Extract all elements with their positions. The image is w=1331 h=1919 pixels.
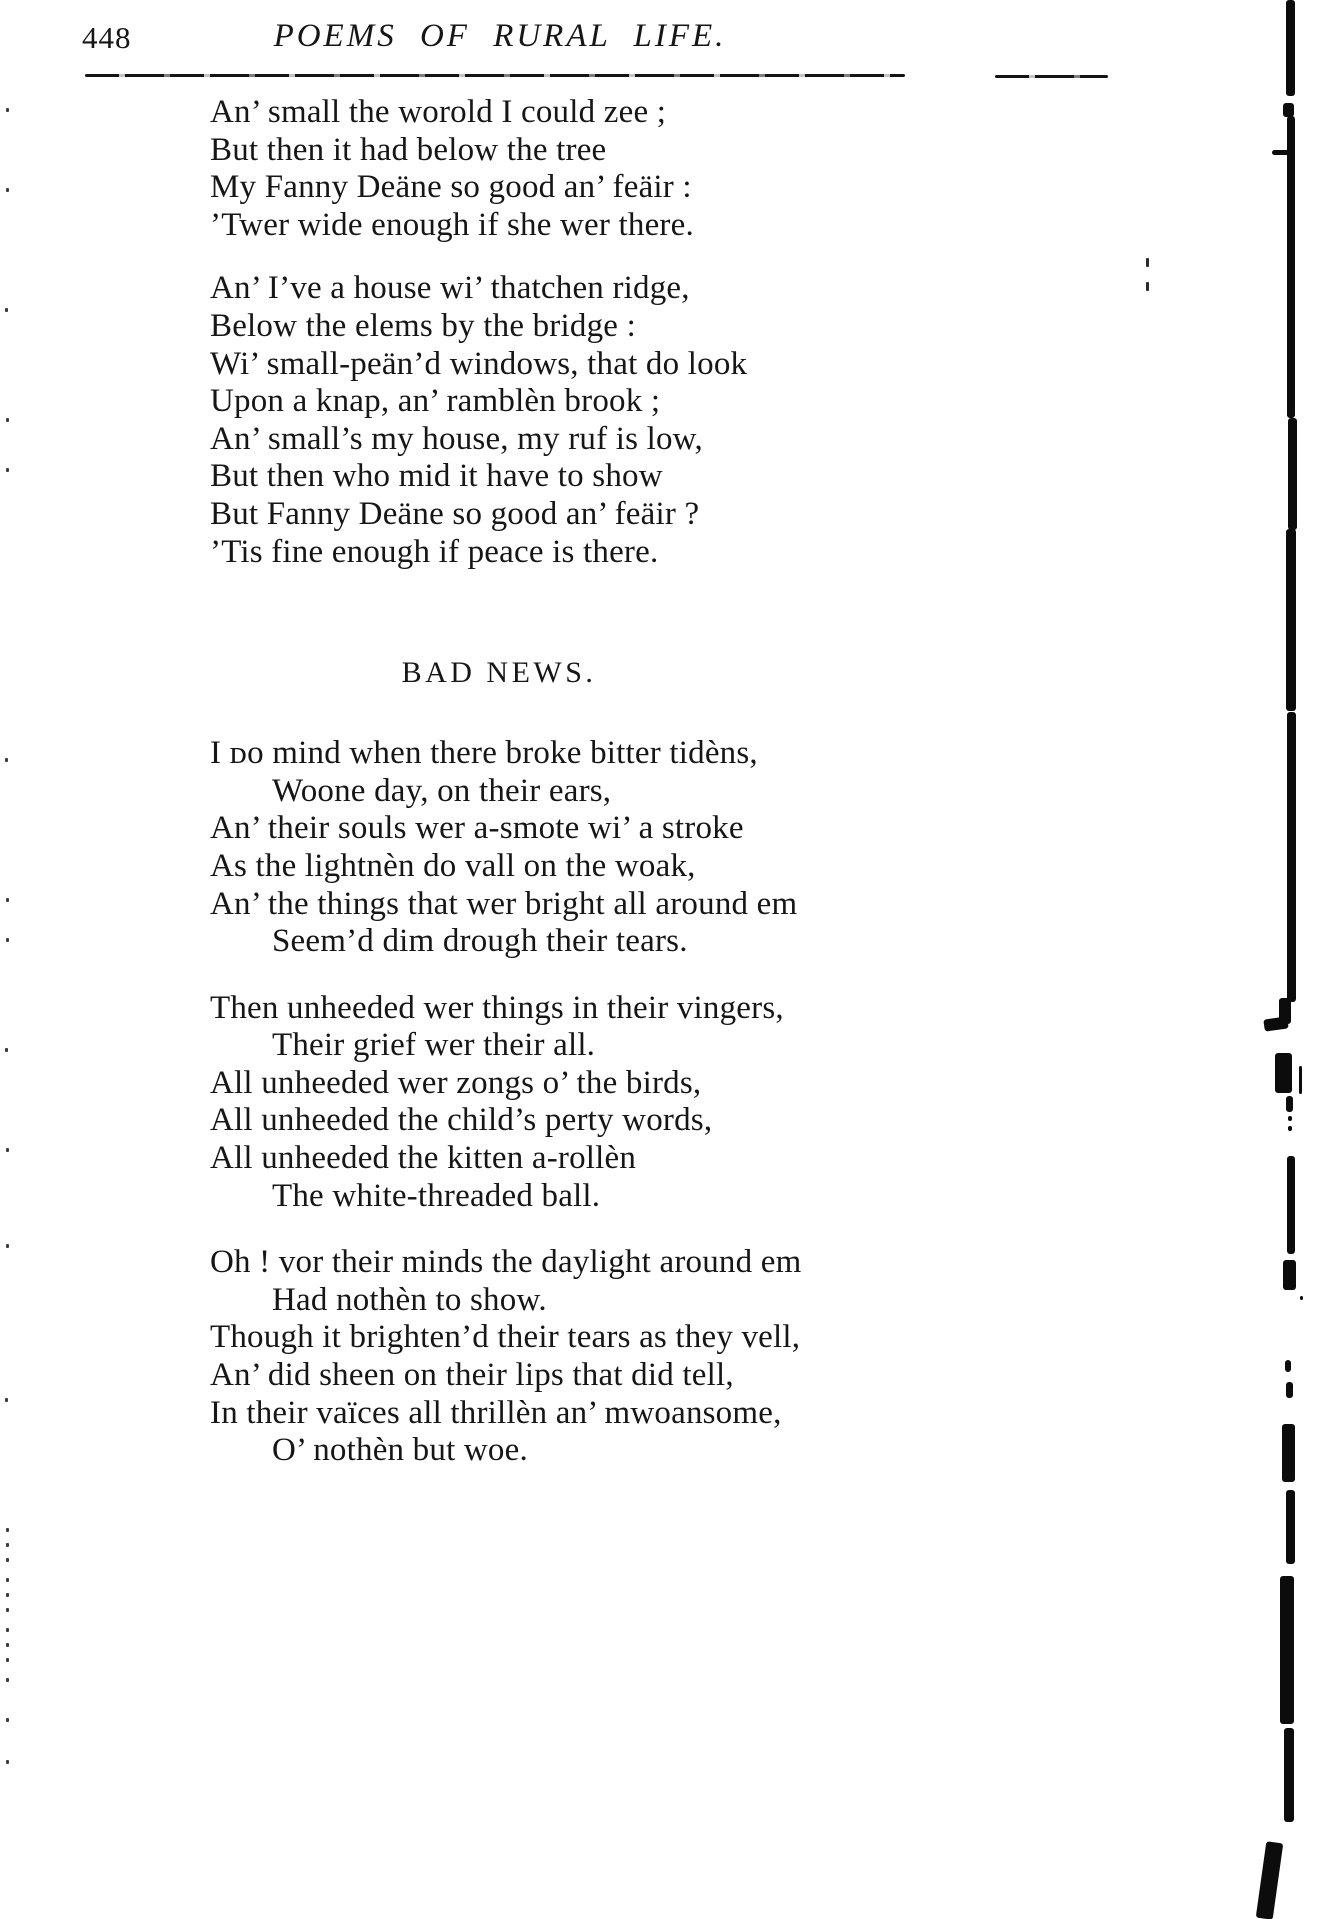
binding-shadow-segment bbox=[1287, 712, 1296, 1002]
binding-shadow-segment bbox=[1283, 1260, 1296, 1290]
poem-line: But then it had below the tree bbox=[210, 131, 607, 168]
binding-shadow-segment bbox=[1280, 1576, 1294, 1724]
margin-speck bbox=[6, 1578, 9, 1582]
margin-speck bbox=[6, 1543, 9, 1547]
margin-speck bbox=[5, 758, 8, 762]
poem-line: Though it brighten’d their tears as they vell, bbox=[210, 1319, 801, 1356]
binding-shadow-segment bbox=[1286, 529, 1296, 711]
poem-continuation bbox=[210, 94, 1070, 571]
poem-text-block bbox=[210, 94, 1070, 1499]
margin-speck bbox=[6, 1658, 9, 1662]
binding-shadow-segment bbox=[1275, 1053, 1292, 1093]
binding-shadow-segment bbox=[1300, 1296, 1303, 1300]
margin-speck bbox=[6, 1593, 9, 1597]
margin-speck bbox=[6, 1244, 9, 1248]
poem-title: BAD NEWS. bbox=[401, 656, 597, 690]
binding-shadow-segment bbox=[1299, 1066, 1302, 1094]
poem-line: An’ their souls wer a-smote wi’ a stroke bbox=[210, 810, 744, 847]
poem-line: An’ small’s my house, my ruf is low, bbox=[210, 420, 703, 457]
binding-shadow-segment bbox=[1288, 1116, 1292, 1121]
poem-line: My Fanny Deäne so good an’ feäir : bbox=[210, 169, 692, 206]
poem-line: Their grief wer their all. bbox=[272, 1027, 596, 1064]
margin-speck bbox=[5, 1048, 8, 1052]
margin-speck bbox=[6, 1528, 9, 1532]
margin-speck bbox=[6, 898, 9, 902]
poem-line: Wi’ small-peän’d windows, that do look bbox=[210, 345, 748, 382]
margin-speck bbox=[6, 468, 9, 472]
poem-line: Oh ! vor their minds the daylight around em bbox=[210, 1244, 802, 1281]
margin-speck bbox=[6, 1608, 9, 1612]
poem-line: All unheeded the child’s perty words, bbox=[210, 1102, 713, 1139]
poem-line: All unheeded the kitten a-rollèn bbox=[210, 1140, 637, 1177]
binding-shadow-segment bbox=[1286, 1490, 1295, 1564]
page-number: 448 bbox=[82, 20, 132, 55]
margin-speck bbox=[6, 1718, 9, 1722]
binding-shadow-segment bbox=[1282, 1424, 1295, 1482]
poem-line: An’ the things that wer bright all around em bbox=[210, 885, 798, 922]
stanza bbox=[210, 1244, 1070, 1470]
margin-speck bbox=[6, 1558, 9, 1562]
stanza bbox=[210, 94, 1070, 244]
margin-speck bbox=[6, 418, 9, 422]
poem-line: Upon a knap, an’ ramblèn brook ; bbox=[210, 383, 661, 420]
poem-line: An’ small the worold I could zee ; bbox=[210, 94, 667, 130]
poem-line: Seem’d dim drough their tears. bbox=[272, 923, 688, 960]
stanza bbox=[210, 735, 1070, 961]
binding-shadow-segment bbox=[1287, 1156, 1295, 1254]
binding-shadow-segment bbox=[1285, 1360, 1291, 1372]
binding-shadow-segment bbox=[1272, 150, 1289, 155]
poem-line: ’Tis fine enough if peace is there. bbox=[210, 533, 659, 570]
poem-line: An’ I’ve a house wi’ thatchen ridge, bbox=[210, 270, 690, 307]
poem-line: Woone day, on their ears, bbox=[272, 772, 612, 809]
binding-shadow-segment bbox=[1284, 1728, 1294, 1822]
binding-shadow-segment bbox=[1256, 1841, 1284, 1919]
poem-line: ’Twer wide enough if she wer there. bbox=[210, 206, 694, 243]
binding-shadow-segment bbox=[1288, 1126, 1292, 1131]
poem-line: In their vaïces all thrillèn an’ mwoansome, bbox=[210, 1394, 782, 1431]
margin-speck bbox=[6, 188, 9, 192]
poem-line: But Fanny Deäne so good an’ feäir ? bbox=[210, 495, 700, 532]
margin-speck bbox=[5, 1398, 8, 1402]
poem-line: The white-threaded ball. bbox=[272, 1177, 601, 1214]
margin-mark bbox=[1146, 282, 1149, 291]
margin-speck bbox=[6, 1148, 9, 1152]
margin-mark bbox=[1146, 258, 1149, 267]
poem-line: Had nothèn to show. bbox=[272, 1281, 547, 1318]
poem-line: Below the elems by the bridge : bbox=[210, 307, 636, 344]
poem-line: O’ nothèn but woe. bbox=[272, 1432, 528, 1469]
margin-speck bbox=[6, 1643, 9, 1647]
running-title: POEMS OF RURAL LIFE. bbox=[273, 18, 727, 54]
poem-line: An’ did sheen on their lips that did tell, bbox=[210, 1357, 734, 1394]
binding-shadow-segment bbox=[1287, 116, 1295, 418]
margin-speck bbox=[6, 938, 9, 942]
poem-bad-news bbox=[210, 735, 1070, 1470]
poem-line: As the lightnèn do vall on the woak, bbox=[210, 847, 696, 884]
poem-line: But then who mid it have to show bbox=[210, 458, 663, 495]
header-rule bbox=[85, 74, 905, 77]
poem-line: I ᴅᴏ mind when there broke bitter tidèns, bbox=[210, 735, 758, 772]
stanza bbox=[210, 990, 1070, 1216]
binding-shadow-segment bbox=[1286, 0, 1295, 96]
margin-speck bbox=[6, 108, 9, 112]
binding-shadow-segment bbox=[1283, 103, 1294, 117]
margin-speck bbox=[6, 1760, 9, 1764]
header-rule-fragment bbox=[995, 75, 1108, 78]
binding-shadow-segment bbox=[1288, 418, 1297, 530]
binding-shadow-segment bbox=[1286, 1096, 1293, 1112]
stanza bbox=[210, 270, 1070, 571]
margin-speck bbox=[6, 1628, 9, 1632]
binding-shadow-segment bbox=[1263, 1016, 1288, 1031]
margin-speck bbox=[6, 1678, 9, 1682]
margin-speck bbox=[5, 308, 8, 312]
poem-line: All unheeded wer zongs o’ the birds, bbox=[210, 1064, 702, 1101]
binding-shadow-segment bbox=[1286, 1382, 1293, 1398]
poem-line: Then unheeded wer things in their vingers, bbox=[210, 989, 784, 1026]
